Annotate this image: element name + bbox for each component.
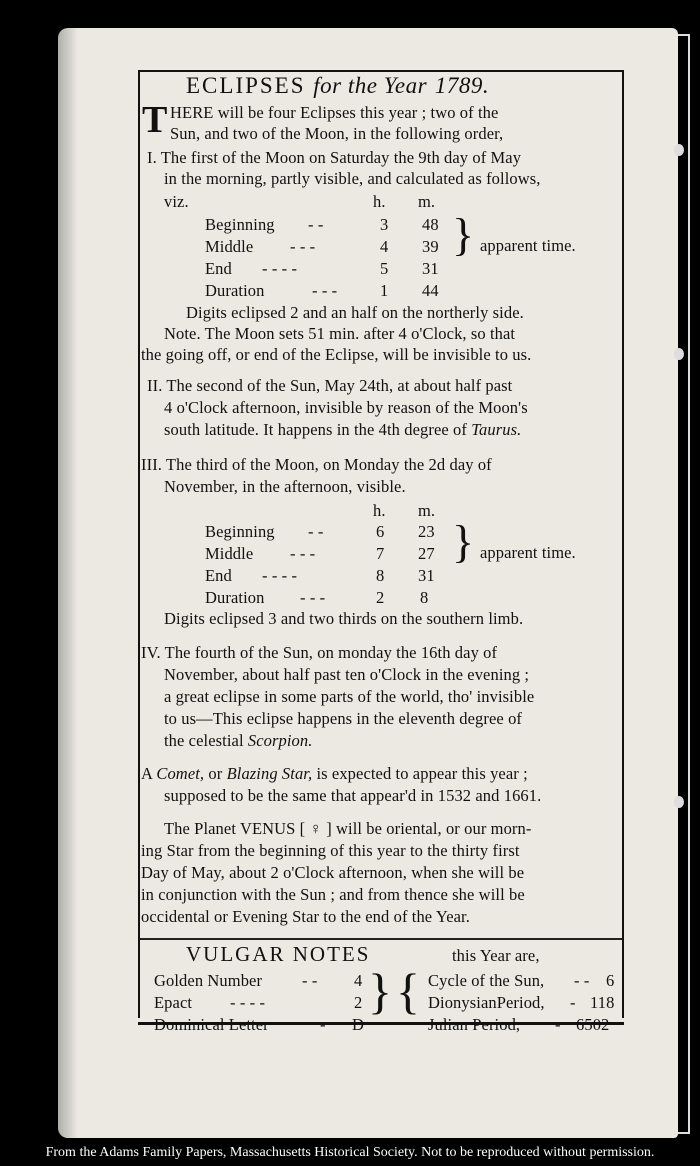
julian-period-dots: - bbox=[555, 1015, 561, 1034]
eclipse1-row-minutes: 39 bbox=[422, 237, 439, 256]
epact-dots: - - - - bbox=[230, 993, 266, 1012]
eclipse1-header-minutes: m. bbox=[418, 192, 436, 211]
eclipse3-row-dots: - - - - bbox=[262, 566, 298, 585]
frame-right-rule bbox=[622, 72, 624, 1018]
eclipse3-row-hours: 2 bbox=[376, 588, 385, 607]
intro-line-2: Sun, and two of the Moon, in the following order, bbox=[170, 124, 504, 143]
eclipse3-row-dots: - - bbox=[308, 522, 324, 541]
eclipse3-line-2: November, in the afternoon, visible. bbox=[164, 477, 406, 496]
eclipse1-row-dots: - - - bbox=[290, 237, 316, 256]
eclipse3-row-hours: 7 bbox=[376, 544, 385, 563]
eclipse3-row-label: End bbox=[205, 566, 232, 585]
eclipse3-row-minutes: 8 bbox=[420, 588, 429, 607]
eclipse1-row-hours: 1 bbox=[380, 281, 389, 300]
eclipse1-row-dots: - - - - bbox=[262, 259, 298, 278]
eclipse3-apparent-time: apparent time. bbox=[480, 543, 576, 562]
vulgar-notes-title: VULGAR NOTES bbox=[186, 942, 371, 966]
eclipse4-line-2: November, about half past ten o'Clock in the evening ; bbox=[164, 665, 530, 684]
dominical-letter-label: Dominical Letter bbox=[154, 1015, 269, 1034]
eclipse1-row-minutes: 44 bbox=[422, 281, 439, 300]
eclipse3-row-minutes: 31 bbox=[418, 566, 435, 585]
eclipse1-line-1: I. The first of the Moon on Saturday the 9th day of May bbox=[147, 148, 522, 167]
eclipse1-viz: viz. bbox=[164, 192, 189, 211]
dionysian-period-dots: - bbox=[570, 993, 576, 1012]
eclipse1-row-dots: - - - bbox=[312, 281, 338, 300]
eclipse3-row-hours: 8 bbox=[376, 566, 385, 585]
julian-period-label: Julian Period, bbox=[428, 1015, 521, 1034]
eclipse1-row-hours: 4 bbox=[380, 237, 389, 256]
drop-cap: T bbox=[142, 99, 168, 141]
brace-icon: } bbox=[452, 209, 475, 260]
eclipse3-row-dots: - - - bbox=[290, 544, 316, 563]
venus-line-3: Day of May, about 2 o'Clock afternoon, when she will be bbox=[141, 863, 525, 882]
binding-mark bbox=[674, 796, 684, 808]
eclipse3-row-label: Middle bbox=[205, 544, 254, 563]
eclipse3-row-label: Duration bbox=[205, 588, 265, 607]
eclipse2-line-2: 4 o'Clock afternoon, invisible by reason of the Moon's bbox=[164, 398, 528, 417]
eclipse1-row-hours: 3 bbox=[380, 215, 389, 234]
eclipse2-line-3: south latitude. It happens in the 4th degree of Taurus. bbox=[164, 420, 522, 439]
dominical-letter-value: D bbox=[352, 1015, 365, 1034]
frame-left-rule bbox=[138, 72, 140, 1018]
cycle-of-sun-label: Cycle of the Sun, bbox=[428, 971, 545, 990]
page-title: ECLIPSES for the Year 1789. bbox=[186, 73, 490, 98]
section-divider bbox=[140, 938, 622, 940]
eclipse3-row-minutes: 27 bbox=[418, 544, 435, 563]
eclipse1-row-label: Duration bbox=[205, 281, 265, 300]
binding-mark bbox=[674, 144, 684, 156]
binding-mark bbox=[674, 348, 684, 360]
venus-line-5: occidental or Evening Star to the end of the Year. bbox=[141, 907, 470, 926]
golden-number-label: Golden Number bbox=[154, 971, 263, 990]
eclipse1-note-1: Note. The Moon sets 51 min. after 4 o'Clock, so that bbox=[164, 324, 516, 343]
eclipse1-row-minutes: 48 bbox=[422, 215, 439, 234]
cycle-of-sun-value: 6 bbox=[606, 971, 615, 990]
comet-line-2: supposed to be the same that appear'd in 1532 and 1661. bbox=[164, 786, 542, 805]
comet-line-1: A Comet, or Blazing Star, is expected to appear this year ; bbox=[141, 764, 528, 783]
eclipse4-line-5: the celestial Scorpion. bbox=[164, 731, 313, 750]
epact-label: Epact bbox=[154, 993, 193, 1012]
eclipse1-line-2: in the morning, partly visible, and calculated as follows, bbox=[164, 169, 541, 188]
eclipse1-note-2: the going off, or end of the Eclipse, will be invisible to us. bbox=[141, 345, 532, 364]
eclipse2-line-1: II. The second of the Sun, May 24th, at about half past bbox=[147, 376, 513, 395]
brace-icon: } bbox=[452, 516, 475, 567]
eclipse4-line-3: a great eclipse in some parts of the world, tho' invisible bbox=[164, 687, 535, 706]
eclipse3-row-dots: - - - bbox=[300, 588, 326, 607]
cycle-of-sun-dots: - - bbox=[574, 971, 590, 990]
eclipse1-apparent-time: apparent time. bbox=[480, 236, 576, 255]
epact-value: 2 bbox=[354, 993, 363, 1012]
eclipse4-line-1: IV. The fourth of the Sun, on monday the 16th day of bbox=[141, 643, 498, 662]
eclipse1-row-label: Beginning bbox=[205, 215, 275, 234]
dionysian-period-value: 118 bbox=[590, 993, 615, 1012]
venus-line-1: The Planet VENUS [ ♀ ] will be oriental, or our morn- bbox=[164, 819, 532, 838]
eclipse1-digits: Digits eclipsed 2 and an half on the northerly side. bbox=[186, 303, 524, 322]
golden-number-dots: - - bbox=[302, 971, 318, 990]
eclipse3-digits: Digits eclipsed 3 and two thirds on the southern limb. bbox=[164, 609, 524, 628]
eclipse1-row-label: End bbox=[205, 259, 232, 278]
julian-period-value: 6502 bbox=[576, 1015, 610, 1034]
eclipse1-row-label: Middle bbox=[205, 237, 254, 256]
dionysian-period-label: DionysianPeriod, bbox=[428, 993, 545, 1012]
venus-line-2: ing Star from the beginning of this year to the thirty first bbox=[141, 841, 520, 860]
eclipse3-line-1: III. The third of the Moon, on Monday the 2d day of bbox=[141, 455, 492, 474]
eclipse1-row-minutes: 31 bbox=[422, 259, 439, 278]
brace-icon: { bbox=[396, 963, 420, 1019]
eclipse4-line-4: to us—This eclipse happens in the eleventh degree of bbox=[164, 709, 523, 728]
eclipse1-row-hours: 5 bbox=[380, 259, 389, 278]
eclipse3-row-minutes: 23 bbox=[418, 522, 435, 541]
next-page-edge bbox=[678, 34, 690, 1134]
eclipse1-header-hours: h. bbox=[373, 192, 386, 211]
page-shadow bbox=[58, 28, 78, 1138]
archive-credit: From the Adams Family Papers, Massachusetts Historical Society. Not to be reproduced without permission. bbox=[45, 1145, 655, 1160]
golden-number-value: 4 bbox=[354, 971, 363, 990]
eclipse3-header-minutes: m. bbox=[418, 501, 436, 520]
dominical-letter-dots: - bbox=[320, 1015, 326, 1034]
eclipse3-row-hours: 6 bbox=[376, 522, 385, 541]
eclipse3-row-label: Beginning bbox=[205, 522, 275, 541]
venus-line-4: in conjunction with the Sun ; and from thence she will be bbox=[141, 885, 525, 904]
brace-icon: } bbox=[368, 963, 392, 1019]
eclipse3-header-hours: h. bbox=[373, 501, 386, 520]
intro-line-1: HERE will be four Eclipses this year ; two of the bbox=[170, 103, 499, 122]
vulgar-notes-subtitle: this Year are, bbox=[452, 946, 540, 965]
eclipse1-row-dots: - - bbox=[308, 215, 324, 234]
